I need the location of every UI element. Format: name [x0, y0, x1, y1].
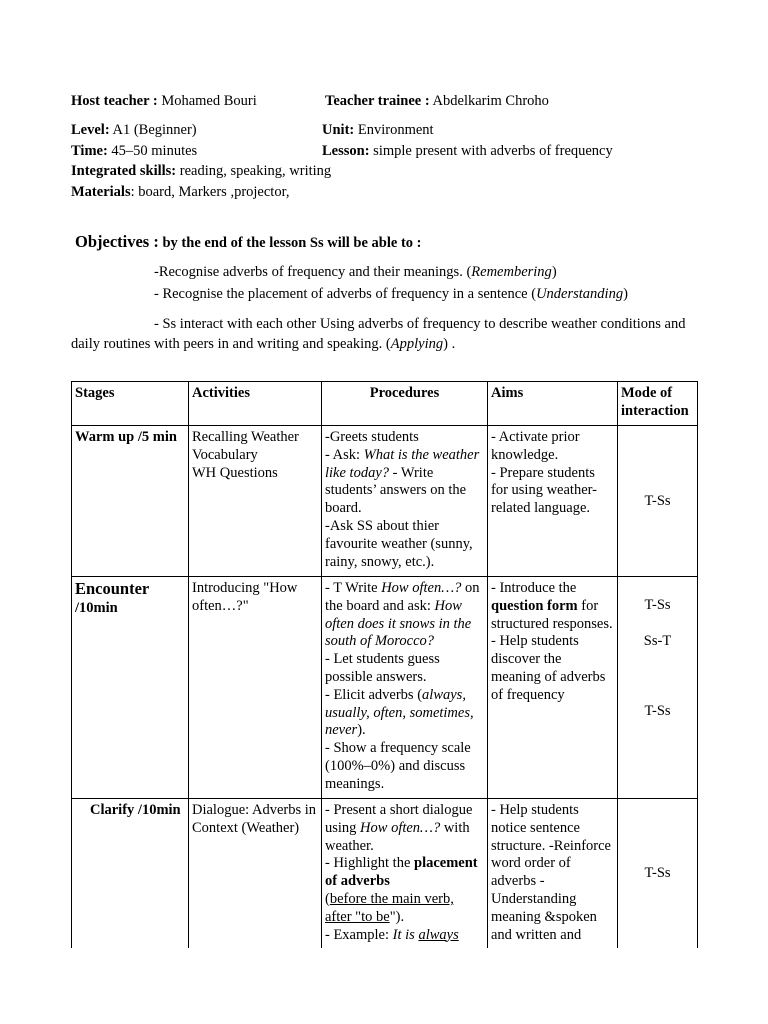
- time-label: Time:: [71, 143, 108, 159]
- row3-proc-2d: before the main verb, after "to be: [325, 890, 454, 925]
- objective-2-close: ): [623, 286, 628, 302]
- row2-activity-text: Introducing "How often…?": [192, 580, 298, 614]
- skills-value: reading, speaking, writing: [179, 163, 332, 179]
- objective-1-close: ): [551, 264, 557, 280]
- time-line: [71, 142, 197, 160]
- materials-line: [71, 183, 289, 201]
- row3-proc-3a: - Example:: [325, 926, 393, 943]
- row3-aims: [488, 799, 618, 949]
- table-row: [72, 799, 698, 949]
- row3-aim-1: - Help students notice sentence structure. -Reinforce word order of adverbs -Understanding meaning &spoken and written and: [491, 802, 611, 943]
- time-value: 45–50 minutes: [111, 143, 198, 159]
- header-aims: Aims: [488, 382, 618, 426]
- lesson-line: [322, 142, 613, 160]
- table-row: [72, 577, 698, 799]
- materials-value: : board, Markers ,projector,: [130, 184, 290, 200]
- row1-activity-2: WH Questions: [192, 464, 278, 481]
- row1-mode: [618, 426, 698, 577]
- trainee-value: Abdelkarim Chroho: [432, 93, 549, 109]
- row3-mode-text: T-Ss: [644, 865, 671, 882]
- row3-proc-1a: - Present a short dialogue using: [325, 802, 473, 836]
- row2-proc-1c: on the board and ask:: [325, 580, 480, 614]
- trainee-line: [325, 92, 549, 110]
- row1-stage-text: Warm up /5 min: [75, 429, 177, 445]
- trainee-label: Teacher trainee :: [325, 93, 430, 109]
- objective-3-text: - Ss interact with each other Using adverbs of frequency to describe weather conditions and daily routines with peers in and writing and speaking. (: [71, 316, 686, 352]
- objective-1: [154, 263, 557, 281]
- row2-mode: [618, 577, 698, 799]
- row3-stage-text: Clarify /10min: [90, 802, 181, 818]
- objective-2-text: - Recognise the placement of adverbs of frequency in a sentence (: [154, 286, 537, 302]
- row2-proc-1a: - T Write: [325, 580, 382, 596]
- lesson-table: [71, 381, 698, 948]
- row3-proc-3b: It is: [392, 926, 419, 943]
- row3-proc-2c: (: [325, 890, 330, 907]
- row1-proc-2c: -: [389, 464, 398, 481]
- row1-proc-2b: What is the weather like today?: [325, 446, 480, 481]
- row3-proc-2a: - Highlight the: [325, 855, 415, 872]
- objectives-intro: by the end of the lesson Ss will be able to :: [162, 235, 422, 251]
- row2-proc-1b: How often…?: [381, 580, 462, 596]
- row2-procedures: [322, 577, 488, 799]
- row2-stage-b: /10min: [75, 599, 118, 616]
- objectives-heading: [75, 233, 422, 252]
- header-procedures: Procedures: [322, 382, 488, 426]
- header-mode: [618, 382, 698, 426]
- row2-proc-4: - Show a frequency scale (100%–0%) and discuss meanings.: [325, 740, 471, 792]
- row1-proc-1: -Greets students: [325, 429, 419, 445]
- lesson-label: Lesson:: [322, 143, 370, 159]
- level-line: [71, 121, 197, 139]
- row1-stage: [72, 426, 189, 577]
- row1-activity-1: Recalling Weather Vocabulary: [192, 429, 299, 463]
- row3-proc-1c: with weather.: [325, 819, 470, 854]
- unit-label: Unit:: [322, 122, 355, 138]
- objective-3: [71, 314, 711, 354]
- host-teacher-line: [71, 92, 257, 110]
- row3-activity: [189, 799, 322, 949]
- row2-proc-2: - Let students guess possible answers.: [325, 651, 440, 685]
- row1-aims: [488, 426, 618, 577]
- objectives-title: Objectives :: [75, 232, 159, 251]
- row2-activity: [189, 577, 322, 799]
- row2-aim-1b: question form: [491, 597, 578, 614]
- objective-2: [154, 285, 628, 303]
- skills-label: Integrated skills:: [71, 163, 177, 179]
- row2-mode-3: T-Ss: [644, 702, 671, 719]
- table-header-row: [72, 382, 698, 426]
- objective-3-close: ) .: [443, 336, 456, 352]
- lesson-value: simple present with adverbs of frequency: [373, 143, 613, 159]
- row3-proc-3c: always: [418, 926, 459, 943]
- objective-1-text: -Recognise adverbs of frequency and their meanings. (: [154, 264, 472, 280]
- row2-mode-1: T-Ss: [644, 597, 671, 613]
- row1-proc-4: -Ask SS about thier favourite weather (sunny, rainy, snowy, etc.).: [325, 517, 473, 570]
- row1-proc-2a: - Ask:: [325, 446, 364, 463]
- row2-proc-3a: - Elicit adverbs (: [325, 686, 423, 703]
- unit-value: Environment: [357, 122, 434, 138]
- row2-aims: [488, 577, 618, 799]
- row2-stage-a: Encounter: [75, 579, 150, 598]
- row2-mode-2: Ss-T: [643, 632, 672, 649]
- row2-aim-2: - Help students discover the meaning of adverbs of frequency: [491, 633, 606, 703]
- materials-label: Materials: [71, 184, 131, 200]
- row1-aim-2: - Prepare students for using weather-related language.: [491, 464, 598, 517]
- row2-proc-3b: always, usually, often, sometimes, never: [325, 686, 474, 739]
- unit-line: [322, 121, 434, 139]
- row1-procedures: [322, 426, 488, 577]
- header-activities: Activities: [189, 382, 322, 426]
- row3-activity-text: Dialogue: Adverbs in Context (Weather): [192, 802, 317, 836]
- row3-mode: [618, 799, 698, 949]
- row1-aim-1: - Activate prior knowledge.: [491, 429, 580, 463]
- skills-line: [71, 162, 331, 180]
- row1-activity: [189, 426, 322, 577]
- host-teacher-label: Host teacher :: [71, 93, 158, 109]
- objective-3-level: Applying: [390, 336, 444, 352]
- host-teacher-value: Mohamed Bouri: [161, 93, 257, 109]
- table-row: [72, 426, 698, 577]
- objective-1-level: Remembering: [471, 264, 552, 280]
- header-stages: Stages: [72, 382, 189, 426]
- level-value: A1 (Beginner): [112, 122, 197, 138]
- row3-proc-2b: placement of adverbs: [325, 855, 478, 890]
- level-label: Level:: [71, 122, 110, 138]
- row2-proc-3c: ).: [357, 722, 366, 739]
- row2-stage: [72, 577, 189, 799]
- row1-proc-3: Write students’ answers on the board.: [325, 464, 467, 517]
- row3-proc-2e: ").: [389, 908, 405, 925]
- row1-mode-text: T-Ss: [644, 492, 671, 509]
- lesson-table-wrapper: [71, 381, 698, 948]
- header-mode-line1: Mode of: [621, 385, 673, 401]
- row3-procedures: [322, 799, 488, 949]
- objective-2-level: Understanding: [536, 286, 624, 302]
- row3-proc-1b: How often…?: [360, 819, 441, 836]
- row2-aim-1a: - Introduce the: [491, 580, 577, 596]
- row3-stage: [72, 799, 189, 949]
- row2-aim-1c: for structured responses.: [491, 597, 613, 632]
- row2-proc-1d: How often does it snows in the south of Morocco?: [325, 597, 472, 650]
- header-mode-line2: interaction: [621, 402, 689, 419]
